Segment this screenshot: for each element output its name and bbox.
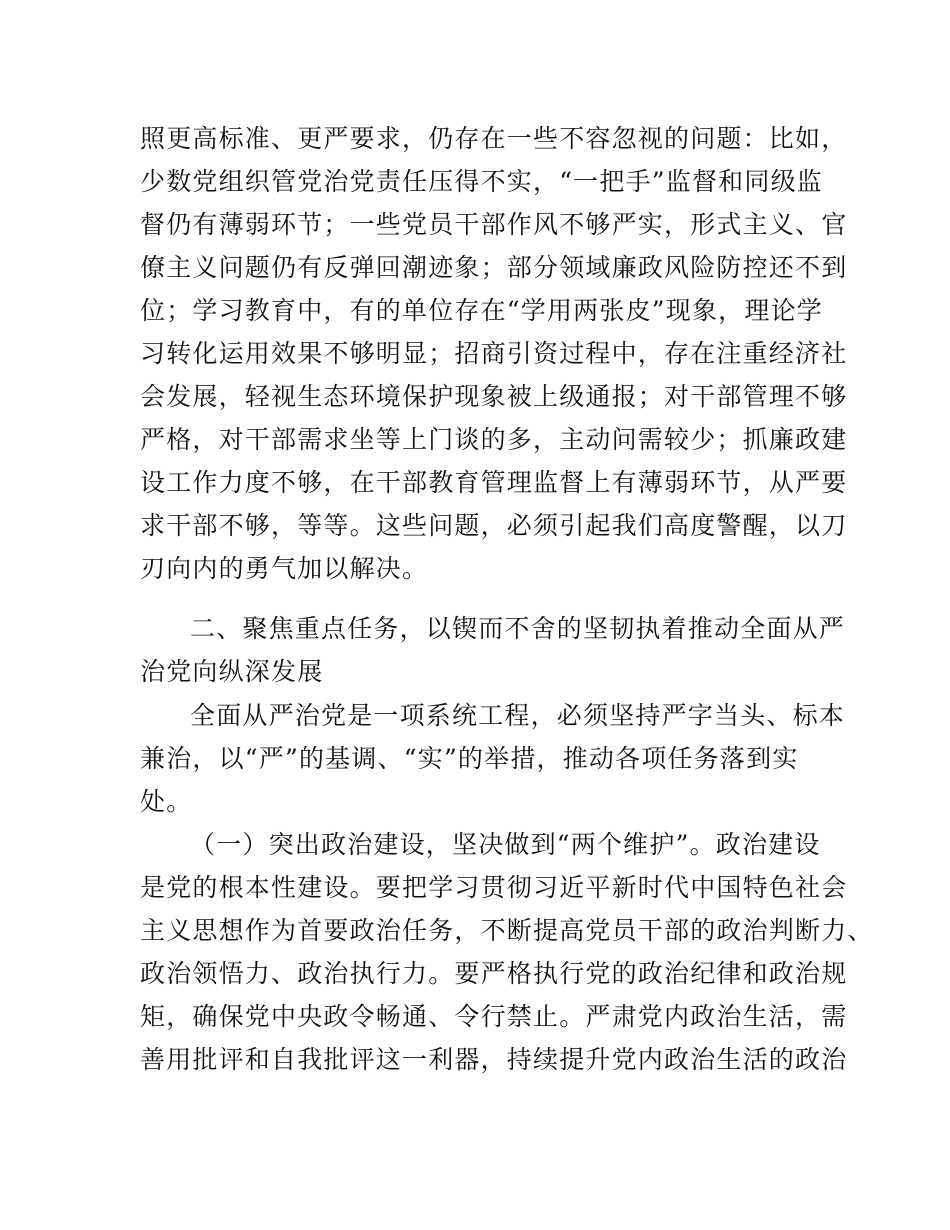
paragraph-line: （一）突出政治建设，坚决做到“两个维护”。政治建设 bbox=[190, 830, 821, 859]
paragraph-line: 是党的根本性建设。要把学习贯彻习近平新时代中国特色社会 bbox=[140, 873, 848, 902]
paragraph-line: 少数党组织管党治党责任压得不实，“一把手”监督和同级监 bbox=[140, 167, 823, 196]
section-heading-2 bbox=[140, 607, 846, 693]
paragraph-line: 善用批评和自我批评这一利器，持续提升党内政治生活的政治 bbox=[140, 1045, 848, 1074]
paragraph-line: 会发展，轻视生态环境保护现象被上级通报；对干部管理不够 bbox=[140, 382, 848, 411]
paragraph-line: 严格，对干部需求坐等上门谈的多，主动问需较少；抓廉政建 bbox=[140, 425, 848, 454]
paragraph-line: 求干部不够，等等。这些问题，必须引起我们高度警醒，以刀 bbox=[140, 511, 848, 540]
paragraph-line: 全面从严治党是一项系统工程，必须坚持严字当头、标本 bbox=[190, 701, 846, 730]
paragraph-line: 督仍有薄弱环节；一些党员干部作风不够严实，形式主义、官 bbox=[140, 210, 848, 239]
paragraph-line: 僚主义问题仍有反弹回潮迹象；部分领域廉政风险防控还不到 bbox=[140, 253, 848, 282]
paragraph-line: 刃向内的勇气加以解决。 bbox=[140, 554, 429, 583]
paragraph-line: 兼治，以“严”的基调、“实”的举措，推动各项任务落到实 bbox=[140, 744, 799, 773]
paragraph-line: 处。 bbox=[140, 787, 193, 816]
heading-line: 二、聚焦重点任务，以锲而不舍的坚韧执着推动全面从严 bbox=[190, 614, 846, 643]
paragraph-political-construction bbox=[140, 823, 874, 1081]
paragraph-overview bbox=[140, 694, 846, 823]
paragraph-problems bbox=[140, 117, 848, 590]
paragraph-line: 照更高标准、更严要求，仍存在一些不容忽视的问题：比如， bbox=[140, 124, 848, 153]
heading-line: 治党向纵深发展 bbox=[140, 657, 324, 686]
paragraph-line: 位；学习教育中，有的单位存在“学用两张皮”现象，理论学 bbox=[140, 296, 823, 325]
paragraph-line: 习转化运用效果不够明显；招商引资过程中，存在注重经济社 bbox=[140, 339, 848, 368]
paragraph-line: 政治领悟力、政治执行力。要严格执行党的政治纪律和政治规 bbox=[140, 959, 848, 988]
paragraph-line: 矩，确保党中央政令畅通、令行禁止。严肃党内政治生活，需 bbox=[140, 1002, 848, 1031]
paragraph-line: 设工作力度不够，在干部教育管理监督上有薄弱环节，从严要 bbox=[140, 468, 848, 497]
paragraph-line: 主义思想作为首要政治任务，不断提高党员干部的政治判断力、 bbox=[140, 916, 874, 945]
